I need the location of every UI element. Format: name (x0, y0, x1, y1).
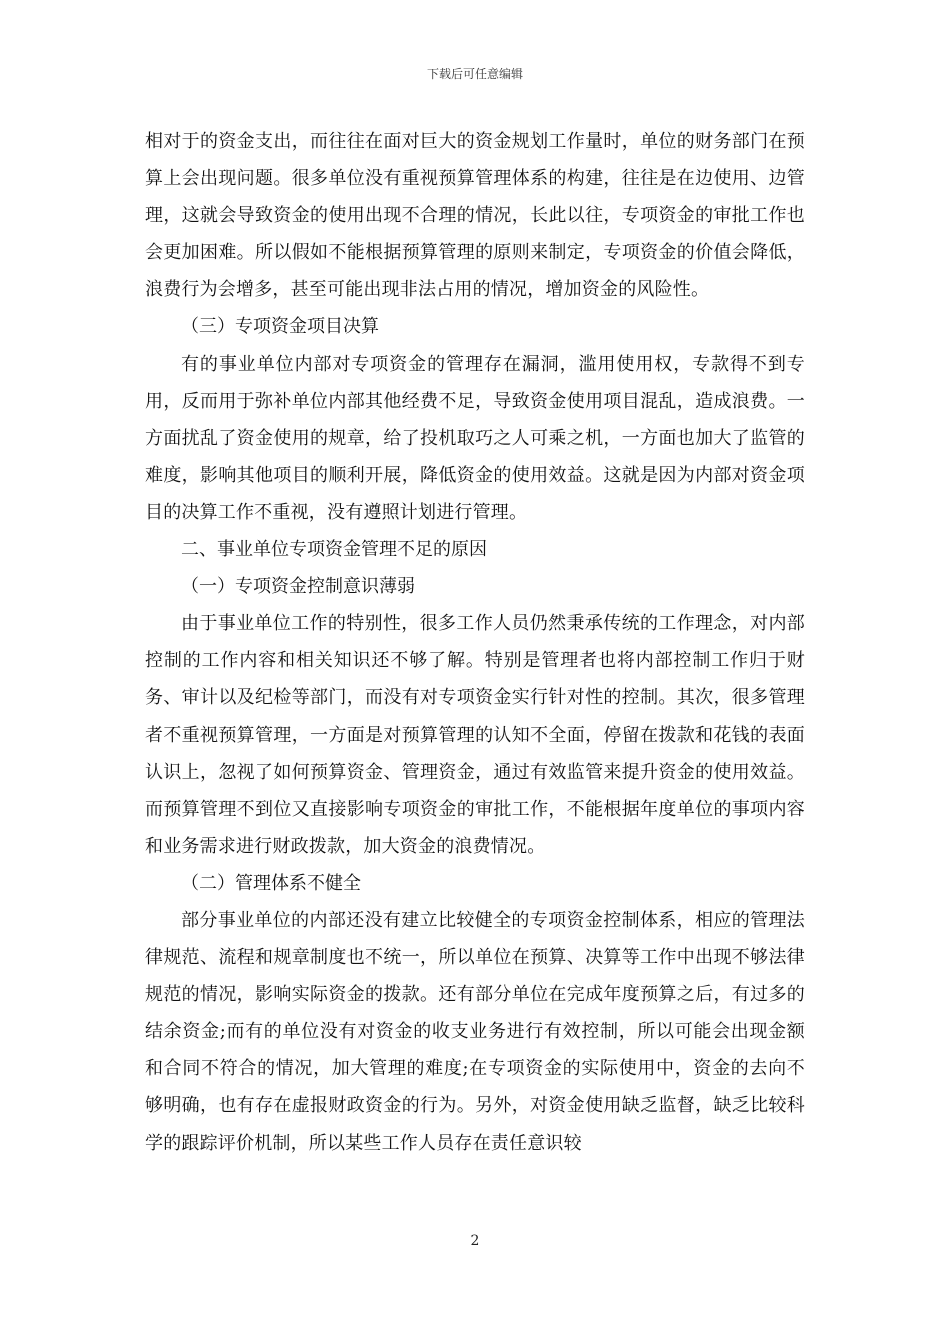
document-body (145, 123, 805, 1162)
paragraph-management-system: 部分事业单位的内部还没有建立比较健全的专项资金控制体系，相应的管理法律规范、流程和规章制度也不统一，所以单位在预算、决算等工作中出现不够法律规范的情况，影响实际资金的拨款。还有部分单位在完成年度预算之后，有过多的结余资金;而有的单位没有对资金的收支业务进行有效控制，所以可能会出现金额和合同不符合的情况，加大管理的难度;在专项资金的实际使用中，资金的去向不够明确，也有存在虚报财政资金的行为。另外，对资金使用缺乏监督，缺乏比较科学的跟踪评价机制，所以某些工作人员存在责任意识较 (145, 909, 805, 1154)
heading-project-settlement: （三）专项资金项目决算 (181, 316, 379, 338)
heading-section-two: 二、事业单位专项资金管理不足的原因 (181, 539, 487, 561)
heading-management-system: （二）管理体系不健全 (181, 872, 361, 894)
paragraph-settlement-issues: 有的事业单位内部对专项资金的管理存在漏洞，滥用使用权，专款得不到专用，反而用于弥补单位内部其他经费不足，导致资金使用项目混乱，造成浪费。一方面扰乱了资金使用的规章，给了投机取巧之人可乘之机，一方面也加大了监管的难度，影响其他项目的顺利开展，降低资金的使用效益。这就是因为内部对资金项目的决算工作不重视，没有遵照计划进行管理。 (145, 353, 805, 523)
page-number: 2 (470, 1233, 480, 1249)
paragraph-control-awareness: 由于事业单位工作的特别性，很多工作人员仍然秉承传统的工作理念，对内部控制的工作内容和相关知识还不够了解。特别是管理者也将内部控制工作归于财务、审计以及纪检等部门，而没有对专项资金实行针对性的控制。其次，很多管理者不重视预算管理，一方面是对预算管理的认知不全面，停留在拨款和花钱的表面认识上，忽视了如何预算资金、管理资金，通过有效监管来提升资金的使用效益。而预算管理不到位又直接影响专项资金的审批工作，不能根据年度单位的事项内容和业务需求进行财政拨款，加大资金的浪费情况。 (145, 613, 805, 857)
paragraph-budget-issues: 相对于的资金支出，而往往在面对巨大的资金规划工作量时，单位的财务部门在预算上会出现问题。很多单位没有重视预算管理体系的构建，往往是在边使用、边管理，这就会导致资金的使用出现不合理的情况，长此以往，专项资金的审批工作也会更加困难。所以假如不能根据预算管理的原则来制定，专项资金的价值会降低，浪费行为会增多，甚至可能出现非法占用的情况，增加资金的风险性。 (145, 131, 805, 301)
page-header: 下载后可任意编辑 (426, 67, 523, 81)
heading-control-awareness: （一）专项资金控制意识薄弱 (181, 576, 415, 598)
